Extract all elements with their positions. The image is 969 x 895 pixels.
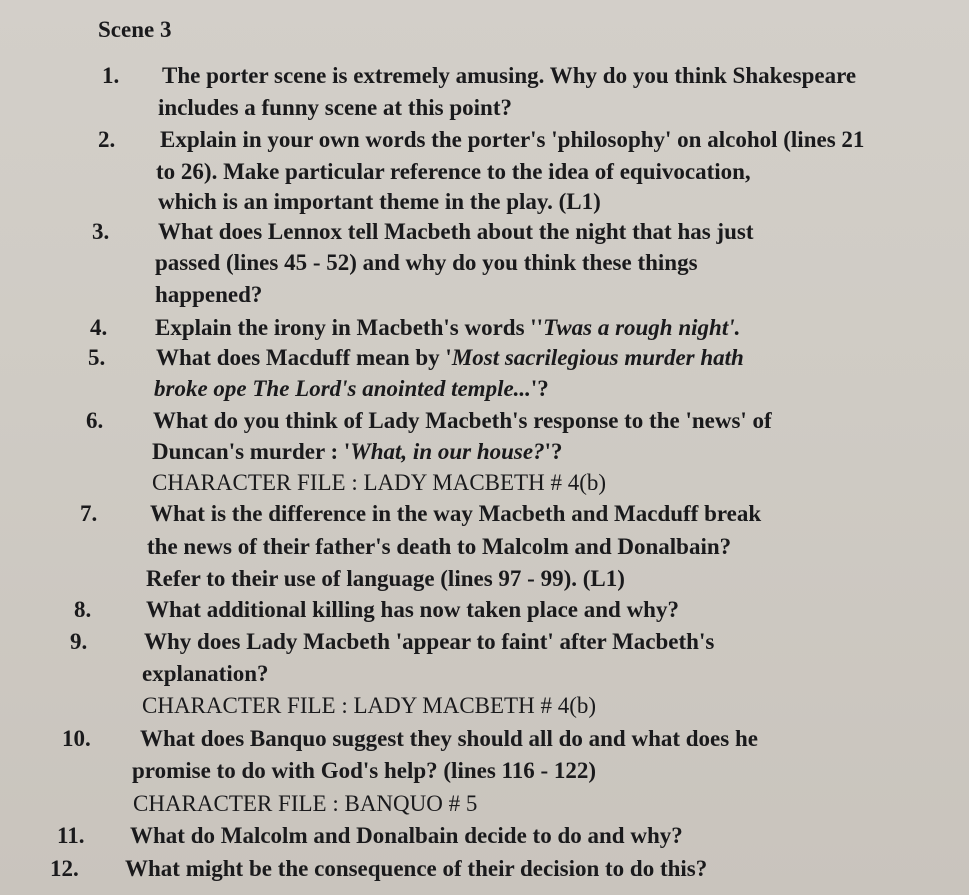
question-6-text: Duncan's murder : ' bbox=[152, 439, 351, 464]
question-3-line-1: What does Lennox tell Macbeth about the night that has just bbox=[158, 219, 754, 244]
question-5-line-2 bbox=[154, 375, 549, 403]
question-1-line-1: The porter scene is extremely amusing. Why do you think Shakespeare bbox=[162, 63, 857, 88]
question-5-number: 5. bbox=[88, 345, 106, 370]
character-file-lady-macbeth-2: CHARACTER FILE : LADY MACBETH # 4(b) bbox=[142, 693, 597, 718]
scene-heading: Scene 3 bbox=[98, 17, 172, 42]
question-9-line-2: explanation? bbox=[142, 661, 269, 686]
question-7-line-1: What is the difference in the way Macbeth and Macduff break bbox=[150, 501, 762, 526]
question-3-line-2: passed (lines 45 - 52) and why do you think these things bbox=[155, 250, 698, 275]
question-5-tail: '? bbox=[530, 376, 549, 401]
question-7-line-2: the news of their father's death to Malcolm and Donalbain? bbox=[147, 534, 732, 559]
question-11-number: 11. bbox=[57, 823, 85, 848]
question-1-line-2: includes a funny scene at this point? bbox=[158, 95, 513, 120]
question-4-number: 4. bbox=[90, 315, 108, 340]
question-8-number: 8. bbox=[74, 597, 92, 622]
question-9-number: 9. bbox=[70, 629, 88, 654]
character-file-lady-macbeth-1: CHARACTER FILE : LADY MACBETH # 4(b) bbox=[152, 470, 607, 495]
question-3-number: 3. bbox=[92, 219, 110, 244]
question-5-quote-1: Most sacrilegious murder hath bbox=[451, 345, 744, 370]
question-4-line-1 bbox=[155, 314, 740, 342]
question-4-text: Explain the irony in Macbeth's words '' bbox=[155, 315, 544, 340]
question-6-line-2 bbox=[152, 438, 563, 466]
question-8-line-1: What additional killing has now taken place and why? bbox=[146, 597, 679, 622]
question-5-line-1 bbox=[156, 344, 744, 372]
question-10-number: 10. bbox=[62, 726, 91, 751]
question-6-quote: What, in our house? bbox=[350, 439, 545, 464]
question-5-quote-2: broke ope The Lord's anointed temple... bbox=[154, 376, 531, 401]
question-7-number: 7. bbox=[80, 501, 98, 526]
question-3-line-3: happened? bbox=[155, 282, 263, 307]
question-2-line-2: to 26). Make particular reference to the idea of equivocation, bbox=[156, 159, 751, 184]
question-9-line-1: Why does Lady Macbeth 'appear to faint' after Macbeth's bbox=[144, 629, 715, 654]
question-10-line-1: What does Banquo suggest they should all do and what does he bbox=[140, 726, 758, 751]
question-12-number: 12. bbox=[50, 856, 79, 881]
question-1-number: 1. bbox=[102, 63, 120, 88]
question-6-number: 6. bbox=[86, 408, 104, 433]
question-4-quote: Twas a rough night'. bbox=[543, 315, 741, 340]
question-7-line-3: Refer to their use of language (lines 97 - 99). (L1) bbox=[146, 566, 625, 591]
question-2-number: 2. bbox=[98, 127, 116, 152]
character-file-banquo: CHARACTER FILE : BANQUO # 5 bbox=[133, 791, 478, 816]
question-10-line-2: promise to do with God's help? (lines 116 - 122) bbox=[132, 758, 597, 783]
question-12-line-1: What might be the consequence of their decision to do this? bbox=[125, 856, 708, 881]
question-6-line-1: What do you think of Lady Macbeth's response to the 'news' of bbox=[153, 408, 772, 433]
question-2-line-3: which is an important theme in the play. (L1) bbox=[158, 189, 601, 214]
question-2-line-1: Explain in your own words the porter's 'philosophy' on alcohol (lines 21 bbox=[160, 127, 865, 152]
question-11-line-1: What do Malcolm and Donalbain decide to do and why? bbox=[130, 823, 683, 848]
question-6-tail: '? bbox=[544, 439, 563, 464]
question-5-text: What does Macduff mean by ' bbox=[156, 345, 452, 370]
